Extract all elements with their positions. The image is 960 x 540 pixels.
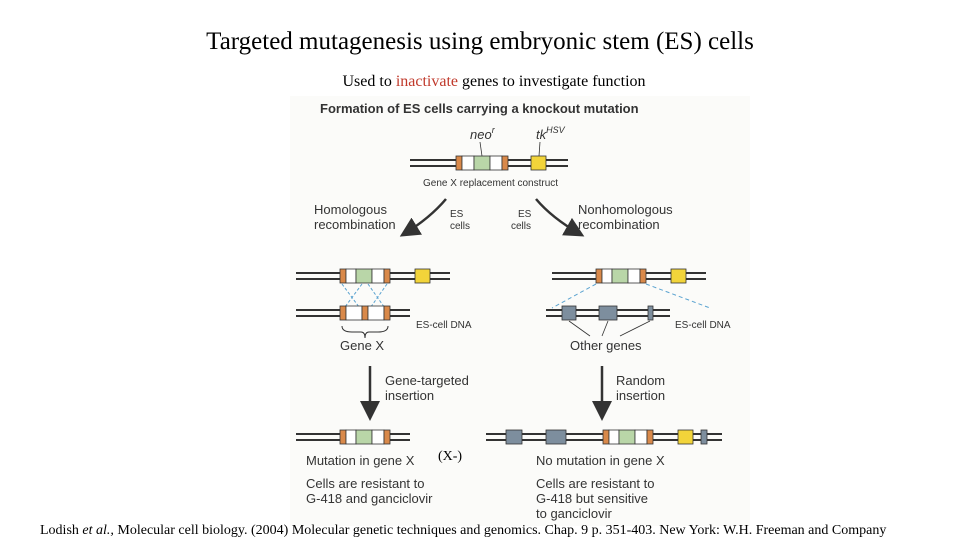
mutation-label: Mutation in gene X [306,453,415,468]
nonhomologous-arrow [536,199,580,234]
subtitle-after: genes to investigate function [458,73,646,90]
right-result-dna [486,430,722,444]
nonhomologous-label-2: recombination [578,217,660,232]
knockout-diagram [290,96,750,526]
left-dna-label: ES-cell DNA [416,320,472,331]
page-title: Targeted mutagenesis using embryonic stem (ES) cells [206,28,754,55]
no-mutation-label: No mutation in gene X [536,453,665,468]
replacement-construct [410,142,568,170]
subtitle [0,73,960,91]
homologous-arrow [404,199,446,234]
es-cells-left-1: ES [450,209,464,220]
right-construct [552,269,706,283]
es-cells-right-2: cells [511,221,532,232]
right-es-cell-dna [546,306,670,336]
construct-label: Gene X replacement construct [423,178,559,189]
x-minus-annotation: (X-) [438,449,463,464]
es-cells-left-2: cells [450,221,471,232]
left-construct [296,269,450,283]
random-label-1: Random [616,373,666,388]
left-resist-2: G-418 and ganciclovir [306,491,433,506]
tk-label: $tk^{HSV}$ [536,125,565,142]
gene-targeted-label-1: Gene-targeted [385,373,469,388]
right-resist-2: G-418 but sensitive [536,491,649,506]
figure-heading: Formation of ES cells carrying a knockout mutation [320,101,639,116]
gene-x-label: Gene X [340,338,385,353]
citation-rest: Molecular cell biology. (2004) Molecular genetic techniques and genomics. Chap. 9 p. 351-403. New York: W.H. Freeman and Company [113,523,887,538]
left-resist-1: Cells are resistant to [306,476,425,491]
left-es-cell-dna [296,306,410,320]
right-dna-label: ES-cell DNA [675,320,731,331]
nonhomologous-label-1: Nonhomologous [578,202,673,217]
left-result-dna [296,430,410,444]
neo-gene [474,156,490,170]
citation [40,523,940,539]
right-resist-1: Cells are resistant to [536,476,655,491]
other-genes-label: Other genes [570,338,642,353]
gene-x-bracket [342,326,388,338]
homologous-label-2: recombination [314,217,396,232]
citation-authors: Lodish [40,523,83,538]
subtitle-highlight: inactivate [395,73,458,90]
homologous-label-1: Homologous [314,202,387,217]
gene-targeted-label-2: insertion [385,388,435,403]
subtitle-before: Used to [342,73,396,90]
random-insertion-lines [552,284,710,308]
diagram-svg [290,96,750,526]
random-label-2: insertion [616,388,666,403]
neo-label: neo$^r$ [470,125,495,142]
tk-gene [531,156,546,170]
citation-etal: et al., [82,523,114,538]
es-cells-right-1: ES [518,209,532,220]
right-resist-3: to ganciclovir [536,506,612,521]
